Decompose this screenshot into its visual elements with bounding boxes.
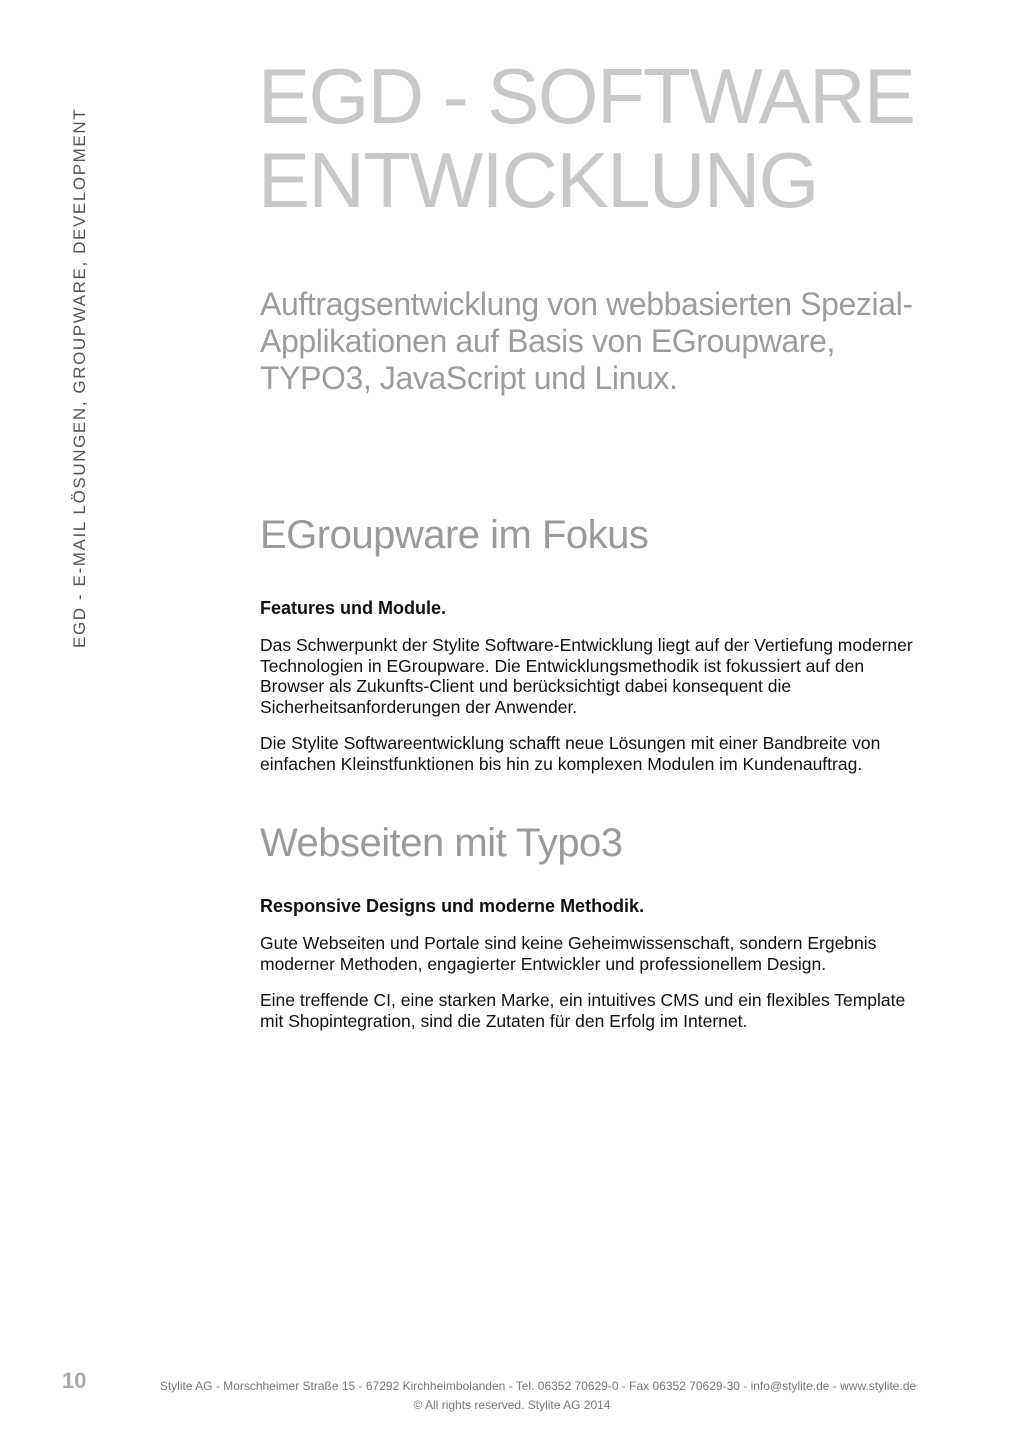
paragraph-line: Technologien in EGroupware. Die Entwicklungsmethodik ist fokussiert auf den	[260, 655, 865, 676]
section-paragraph	[260, 933, 980, 974]
section-heading: Webseiten mit Typo3	[260, 821, 623, 865]
page-title	[258, 54, 978, 222]
side-category-label: EGD - E-MAIL LÖSUNGEN, GROUPWARE, DEVELOPMENT	[70, 107, 89, 648]
footer-address: Stylite AG - Morschheimer Straße 15 - 67292 Kirchheimbolanden - Tel. 06352 70629-0 - Fax 06352 70629-30 - info@stylite.de - www.stylite.de	[159, 1379, 917, 1393]
paragraph-line: mit Shopintegration, sind die Zutaten für den Erfolg im Internet.	[260, 1010, 748, 1031]
subtitle-line: TYPO3, JavaScript und Linux.	[260, 360, 678, 396]
section-typo3	[260, 820, 980, 1031]
page-title-line: EGD - SOFTWARE	[258, 52, 915, 140]
section-egroupware	[260, 512, 980, 774]
paragraph-line: Die Stylite Softwareentwicklung schafft neue Lösungen mit einer Bandbreite von	[260, 733, 881, 753]
page-number: 10	[62, 1368, 87, 1393]
page-subtitle	[260, 286, 980, 397]
subtitle-line: Auftragsentwicklung von webbasierten Spezial-	[260, 286, 913, 322]
paragraph-line: Sicherheitsanforderungen der Anwender.	[260, 696, 578, 717]
paragraph-line: moderner Methoden, engagierter Entwickler und professionellem Design.	[260, 953, 827, 974]
paragraph-line: Das Schwerpunkt der Stylite Software-Entwicklung liegt auf der Vertiefung moderner	[260, 635, 913, 655]
section-heading: EGroupware im Fokus	[260, 513, 649, 557]
paragraph-line: einfachen Kleinstfunktionen bis hin zu komplexen Modulen im Kundenauftrag.	[260, 753, 863, 774]
section-paragraph	[260, 733, 980, 774]
section-paragraph	[260, 635, 980, 717]
paragraph-line: Browser als Zukunfts-Client und berücksichtigt dabei konsequent die	[260, 676, 792, 696]
paragraph-line: Eine treffende CI, eine starken Marke, ein intuitives CMS und ein flexibles Template	[260, 990, 906, 1010]
footer-copyright: © All rights reserved. Stylite AG 2014	[413, 1398, 611, 1412]
paragraph-line: Gute Webseiten und Portale sind keine Geheimwissenschaft, sondern Ergebnis	[260, 933, 877, 953]
section-paragraph	[260, 990, 980, 1031]
subtitle-line: Applikationen auf Basis von EGroupware,	[260, 323, 835, 359]
section-subheading: Responsive Designs und moderne Methodik.	[260, 896, 645, 916]
section-subheading: Features und Module.	[260, 598, 447, 618]
page-title-line: ENTWICKLUNG	[258, 136, 818, 224]
